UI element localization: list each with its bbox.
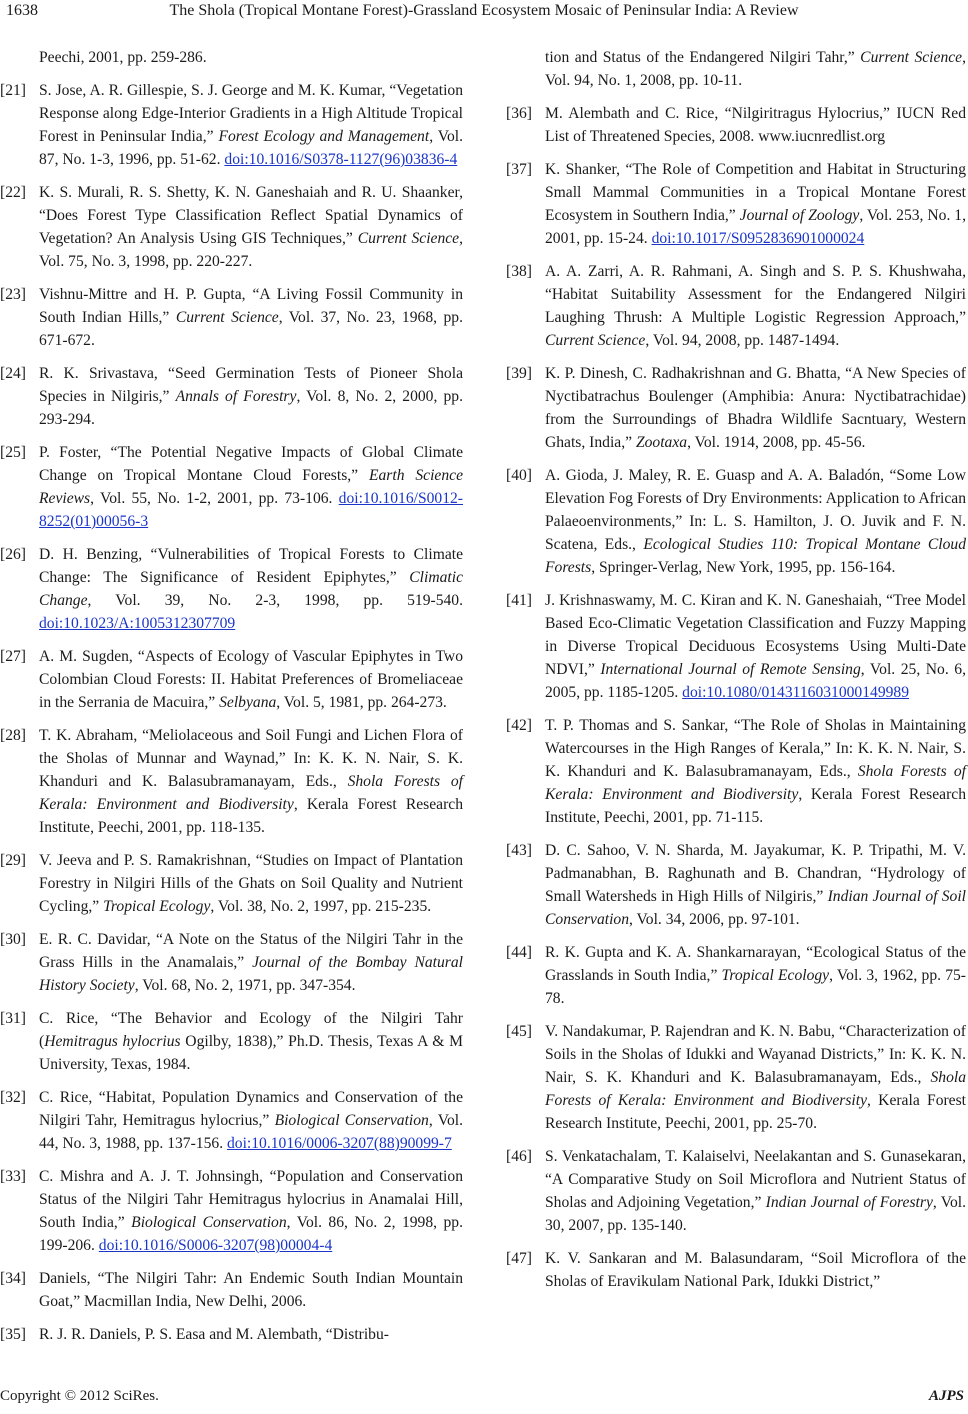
reference-item (0, 1165, 463, 1257)
reference-number: [23] (0, 286, 26, 303)
reference-text: R. K. Gupta and K. A. Shankarnarayan, “Ecological Status of the Grasslands in South India,” (545, 944, 966, 984)
reference-item (506, 464, 966, 579)
reference-text: , Springer-Verlag, New York, 1995, pp. 156-164. (591, 559, 896, 576)
reference-text: , Vol. 34, 2006, pp. 97-101. (629, 911, 800, 928)
reference-journal: Annals of Forestry (175, 388, 297, 405)
reference-text: J. Krishnaswamy, M. C. Kiran and K. N. Ganeshaiah, “Tree Model Based Eco-Climatic Vegetation Classification and Fuzzy Mapping in Diverse Tropical Deciduous Ecosystems Using Multi-Date NDVI,” (545, 592, 966, 678)
reference-number: [28] (0, 727, 26, 744)
reference-item (0, 928, 463, 997)
reference-number: [45] (506, 1023, 532, 1040)
reference-journal: Biological Conservation (131, 1214, 287, 1231)
reference-item (0, 849, 463, 918)
reference-number: [39] (506, 365, 532, 382)
reference-text: K. P. Dinesh, C. Radhakrishnan and G. Bhatta, “A New Species of Nyctibatrachus Boulenger (Amphibia: Anura: Nyctibatrachidae) from the Surroundings of Bhadra Wildlife Sacntuary, Western Ghats, India,” (545, 365, 966, 451)
reference-text: Ogilby, 1838),” Ph.D. Thesis, Texas A & M University, Texas, 1984. (39, 1033, 463, 1073)
reference-item (0, 1323, 463, 1346)
reference-text: , Kerala Forest Research Institute, Peechi, 2001, pp. 118-135. (39, 796, 463, 836)
reference-text: D. C. Sahoo, V. N. Sharda, M. Jayakumar, K. P. Tripathi, M. V. Padmanabhan, B. Raghunath and B. Chandran, “Hydrology of Small Watersheds in High Hills of Nilgiris,” (545, 842, 966, 905)
reference-number: [35] (0, 1326, 26, 1343)
reference-text: P. Foster, “The Potential Negative Impacts of Global Climate Change on Tropical Montane Cloud Forests,” (39, 444, 463, 484)
reference-number: [29] (0, 852, 26, 869)
reference-journal: Current Science (357, 230, 460, 247)
reference-journal: Zootaxa (635, 434, 688, 451)
reference-text: R. J. R. Daniels, P. S. Easa and M. Alembath, “Distribu- (39, 1326, 389, 1343)
reference-item (0, 441, 463, 533)
doi-link[interactable]: doi:10.1016/S0378-1127(96)03836-4 (224, 151, 458, 168)
reference-journal: Current Science (545, 332, 646, 349)
reference-number: [26] (0, 546, 26, 563)
reference-journal: Current Science (860, 49, 963, 66)
reference-list-right (506, 102, 966, 1293)
right-column (506, 46, 966, 1303)
reference-item (0, 79, 463, 171)
reference-text: , Vol. 39, No. 2-3, 1998, pp. 519-540. (87, 592, 463, 609)
reference-item (0, 724, 463, 839)
reference-number: [46] (506, 1148, 532, 1165)
reference-item (506, 1020, 966, 1135)
reference-text: , Vol. 253, No. 1, 2001, pp. 15-24. (545, 207, 966, 247)
reference-item (506, 941, 966, 1010)
reference-number: [32] (0, 1089, 26, 1106)
running-title: The Shola (Tropical Montane Forest)-Grassland Ecosystem Mosaic of Peninsular India: A Review (169, 2, 799, 19)
reference-item (0, 1267, 463, 1313)
reference-text: T. K. Abraham, “Meliolaceous and Soil Fungi and Lichen Flora of the Sholas of Munnar and Waynad,” In: K. K. N. Nair, S. K. Khanduri and K. Balasubramanayam, Eds., (39, 727, 463, 790)
reference-journal: Shola Forests of Kerala: Environment and Biodiversity (39, 773, 463, 813)
reference-item (0, 1086, 463, 1155)
reference-text: V. Nandakumar, P. Rajendran and K. N. Babu, “Characterization of Soils in the Sholas of Idukki and Wayanad Districts,” In: K. K. N. Nair, S. K. Khanduri and K. Balasubramanayam, Eds., (545, 1023, 966, 1086)
reference-journal: Journal of Zoology (739, 207, 860, 224)
reference-item (506, 362, 966, 454)
reference-number: [30] (0, 931, 26, 948)
page-number: 1638 (6, 2, 38, 19)
reference-text: M. Alembath and C. Rice, “Nilgiritragus Hylocrius,” IUCN Red List of Threatened Species, 2008. www.iucnredlist.org (545, 105, 966, 145)
reference-number: [37] (506, 161, 532, 178)
reference-text: A. A. Zarri, A. R. Rahmani, A. Singh and S. P. S. Khushwaha, “Habitat Suitability Assessment for the Endangered Nilgiri Laughing Thrush: A Multiple Logistic Regression Approach,” (545, 263, 966, 326)
reference-text: A. Gioda, J. Maley, R. E. Guasp and A. A. Baladón, “Some Low Elevation Fog Forests of Dry Environments: Application to African Palaeoenvironments,” In: L. S. Hamilton, J. O. Juvik and F. N. Scatena, Eds., (545, 467, 966, 553)
doi-link[interactable]: doi:10.1017/S0952836901000024 (651, 230, 865, 247)
reference-text: , Vol. 25, No. 6, 2005, pp. 1185-1205. (545, 661, 967, 701)
reference-text: , Vol. 37, No. 23, 1968, pp. 671-672. (39, 309, 463, 349)
reference-text: T. P. Thomas and S. Sankar, “The Role of Sholas in Maintaining Watercourses in the High Ranges of Kerala,” In: K. K. N. Nair, S. K. Khanduri and K. Balasubramanayam, Eds., (545, 717, 966, 780)
reference-item (506, 714, 966, 829)
reference-number: [42] (506, 717, 532, 734)
reference-item (0, 1007, 463, 1076)
reference-journal: Selbyana (219, 694, 277, 711)
reference-item (506, 1247, 966, 1293)
page-header (0, 0, 968, 28)
reference-text: , Kerala Forest Research Institute, Peechi, 2001, pp. 71-115. (545, 786, 966, 826)
reference-text: , Vol. 5, 1981, pp. 264-273. (276, 694, 447, 711)
reference-text: , Vol. 94, 2008, pp. 1487-1494. (645, 332, 840, 349)
reference-item (506, 839, 966, 931)
reference-number: [41] (506, 592, 532, 609)
reference-text: , Vol. 94, No. 1, 2008, pp. 10-11. (545, 49, 966, 89)
reference-journal: Earth Science Reviews (39, 467, 463, 507)
reference-number: [25] (0, 444, 26, 461)
reference-number: [43] (506, 842, 532, 859)
reference-text: K. S. Murali, R. S. Shetty, K. N. Ganeshaiah and R. U. Shaanker, “Does Forest Type Classification Reflect Spatial Dynamics of Vegetation? An Analysis Using GIS Techniques,” (39, 184, 463, 247)
reference-text: , Vol. 1914, 2008, pp. 45-56. (687, 434, 866, 451)
reference-text: C. Rice, “Habitat, Population Dynamics and Conservation of the Nilgiri Tahr, Hemitragus hylocrius,” (39, 1089, 463, 1129)
reference-number: [21] (0, 82, 26, 99)
reference-text: D. H. Benzing, “Vulnerabilities of Tropical Forests to Climate Change: The Significance of Resident Epiphytes,” (39, 546, 463, 586)
reference-continuation: Peechi, 2001, pp. 259-286. (39, 49, 207, 66)
reference-journal: Ecological Studies 110: Tropical Montane Cloud Forests (545, 536, 966, 576)
reference-number: [22] (0, 184, 26, 201)
reference-item (506, 589, 966, 704)
reference-number: [24] (0, 365, 26, 382)
reference-number: [44] (506, 944, 532, 961)
reference-item (0, 283, 463, 352)
reference-journal: Current Science (175, 309, 279, 326)
reference-item (0, 645, 463, 714)
reference-text: , Vol. 75, No. 3, 1998, pp. 220-227. (39, 230, 463, 270)
reference-journal: Indian Journal of Forestry (765, 1194, 933, 1211)
reference-number: [36] (506, 105, 532, 122)
reference-journal: Tropical Ecology (103, 898, 211, 915)
reference-text: K. V. Sankaran and M. Balasundaram, “Soil Microflora of the Sholas of Eravikulam National Park, Idukki District,” (545, 1250, 966, 1290)
reference-item (506, 1145, 966, 1237)
reference-text: A. M. Sugden, “Aspects of Ecology of Vascular Epiphytes in Two Colombian Cloud Forests: II. Habitat Preferences of Bromeliaceae in the Serrania de Macuira,” (39, 648, 463, 711)
reference-journal: International Journal of Remote Sensing (600, 661, 861, 678)
reference-journal: Journal of the Bombay Natural History Society (39, 954, 463, 994)
copyright-notice: Copyright © 2012 SciRes. (0, 1388, 159, 1404)
reference-item (0, 362, 463, 431)
doi-link[interactable]: doi:10.1023/A:1005312307709 (39, 615, 236, 632)
reference-item (506, 102, 966, 148)
reference-number: [38] (506, 263, 532, 280)
reference-journal: Hemitragus hylocrius (44, 1033, 181, 1050)
reference-number: [27] (0, 648, 26, 665)
journal-abbrev: AJPS (928, 1388, 964, 1404)
reference-number: [47] (506, 1250, 532, 1267)
reference-journal: Climatic Change (39, 569, 463, 609)
reference-text: , Vol. 44, No. 3, 1988, pp. 137-156. (39, 1112, 463, 1152)
reference-text: , Vol. 55, No. 1-2, 2001, pp. 73-106. (90, 490, 339, 507)
doi-link[interactable]: doi:10.1016/0006-3207(88)90099-7 (227, 1135, 452, 1152)
reference-item (506, 260, 966, 352)
reference-number: [33] (0, 1168, 26, 1185)
reference-journal: Shola Forests of Kerala: Environment and Biodiversity (545, 1069, 966, 1109)
reference-text: , Vol. 30, 2007, pp. 135-140. (545, 1194, 967, 1234)
reference-journal: Tropical Ecology (721, 967, 830, 984)
reference-text: tion and Status of the Endangered Nilgiri Tahr,” (545, 49, 861, 66)
doi-link[interactable]: doi:10.1080/0143116031000149989 (682, 684, 910, 701)
reference-item (506, 158, 966, 250)
reference-text: Vishnu-Mittre and H. P. Gupta, “A Living Fossil Community in South Indian Hills,” (39, 286, 463, 326)
left-column (0, 46, 463, 1356)
reference-text: K. Shanker, “The Role of Competition and Habitat in Structuring Small Mammal Communities in a Tropical Montane Forest Ecosystem in Southern India,” (545, 161, 966, 224)
doi-link[interactable]: doi:10.1016/S0012-8252(01)00056-3 (39, 490, 463, 530)
reference-text: C. Mishra and A. J. T. Johnsingh, “Population and Conservation Status of the Nilgiri Tahr Hemitragus hylocrius in Anamalai Hill, South India,” (39, 1168, 463, 1231)
reference-text: , Vol. 86, No. 2, 1998, pp. 199-206. (39, 1214, 463, 1254)
reference-text: V. Jeeva and P. S. Ramakrishnan, “Studies on Impact of Plantation Forestry in Nilgiri Hills of the Ghats on Soil Quality and Nutrient Cycling,” (39, 852, 463, 915)
reference-journal: Shola Forests of Kerala: Environment and Biodiversity (545, 763, 966, 803)
reference-journal: Indian Journal of Soil Conservation (545, 888, 966, 928)
reference-number: [34] (0, 1270, 26, 1287)
reference-text: R. K. Srivastava, “Seed Germination Tests of Pioneer Shola Species in Nilgiris,” (39, 365, 463, 405)
reference-number: [31] (0, 1010, 26, 1027)
reference-item (0, 543, 463, 635)
reference-text: , Vol. 68, No. 2, 1971, pp. 347-354. (134, 977, 356, 994)
reference-text: S. Jose, A. R. Gillespie, S. J. George and M. K. Kumar, “Vegetation Response along Edge-Interior Gradients in a High Altitude Tropical Forest in Peninsular India,” (39, 82, 463, 145)
reference-item (0, 181, 463, 273)
reference-text: Daniels, “The Nilgiri Tahr: An Endemic South Indian Mountain Goat,” Macmillan India, New Delhi, 2006. (39, 1270, 463, 1310)
reference-text: , Kerala Forest Research Institute, Peechi, 2001, pp. 25-70. (545, 1092, 967, 1132)
reference-number: [40] (506, 467, 532, 484)
reference-text: S. Venkatachalam, T. Kalaiselvi, Neelakantan and S. Gunasekaran, “A Comparative Study on Soil Microflora and Nutrient Status of Sholas and Adjoining Vegetation,” (545, 1148, 966, 1211)
reference-text: E. R. C. Davidar, “A Note on the Status of the Nilgiri Tahr in the Grass Hills in the Anamalais,” (39, 931, 463, 971)
reference-text: , Vol. 8, No. 2, 2000, pp. 293-294. (39, 388, 463, 428)
reference-journal: Biological Conservation (274, 1112, 429, 1129)
reference-continuation (506, 46, 966, 92)
reference-text: , Vol. 3, 1962, pp. 75-78. (545, 967, 966, 1007)
reference-list-left (0, 79, 463, 1346)
reference-text: C. Rice, “The Behavior and Ecology of the Nilgiri Tahr ( (39, 1010, 463, 1050)
reference-text: , Vol. 38, No. 2, 1997, pp. 215-235. (210, 898, 432, 915)
reference-text: , Vol. 87, No. 1-3, 1996, pp. 51-62. (39, 128, 463, 168)
doi-link[interactable]: doi:10.1016/S0006-3207(98)00004-4 (98, 1237, 333, 1254)
reference-journal: Forest Ecology and Management (218, 128, 430, 145)
